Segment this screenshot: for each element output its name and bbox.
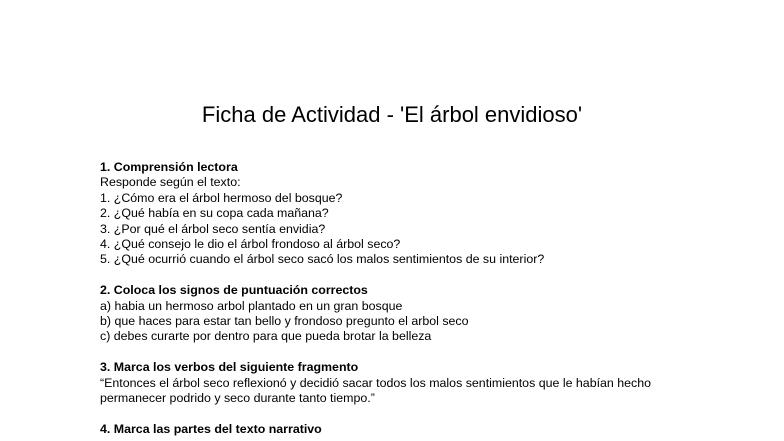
section-heading: 1. Comprensión lectora — [100, 160, 238, 174]
section-reading-comprehension — [100, 160, 720, 268]
exercise-line: a) habia un hermoso arbol plantado en un gran bosque — [100, 298, 403, 313]
question-line: 3. ¿Por qué el árbol seco sentía envidia? — [100, 221, 326, 236]
exercise-line: b) que haces para estar tan bello y frondoso pregunto el arbol seco — [100, 314, 469, 329]
question-line: 4. ¿Qué consejo le dio el árbol frondoso al árbol seco? — [100, 237, 401, 252]
section-heading: 3. Marca los verbos del siguiente fragmento — [100, 360, 359, 375]
instruction-line: Responde según el texto: — [100, 175, 241, 190]
fragment-line: “Entonces el árbol seco reflexionó y decidió sacar todos los malos sentimientos que le habían hecho — [100, 375, 652, 390]
section-verbs — [100, 360, 720, 406]
exercise-line: c) debes curarte por dentro para que pueda brotar la belleza — [100, 329, 432, 344]
question-line: 2. ¿Qué había en su copa cada mañana? — [100, 206, 329, 221]
section-punctuation — [100, 283, 720, 345]
question-line: 1. ¿Cómo era el árbol hermoso del bosque? — [100, 190, 343, 205]
document-body — [100, 160, 720, 441]
fragment-line: permanecer podrido y seco durante tanto tiempo.” — [100, 391, 375, 406]
section-narrative-parts — [100, 422, 720, 437]
question-line: 5. ¿Qué ocurrió cuando el árbol seco sacó los malos sentimientos de su interior? — [100, 252, 545, 267]
section-heading: 2. Coloca los signos de puntuación correctos — [100, 283, 368, 298]
section-heading: 4. Marca las partes del texto narrativo — [100, 421, 322, 436]
document-title: Ficha de Actividad - 'El árbol envidioso' — [201, 102, 583, 127]
